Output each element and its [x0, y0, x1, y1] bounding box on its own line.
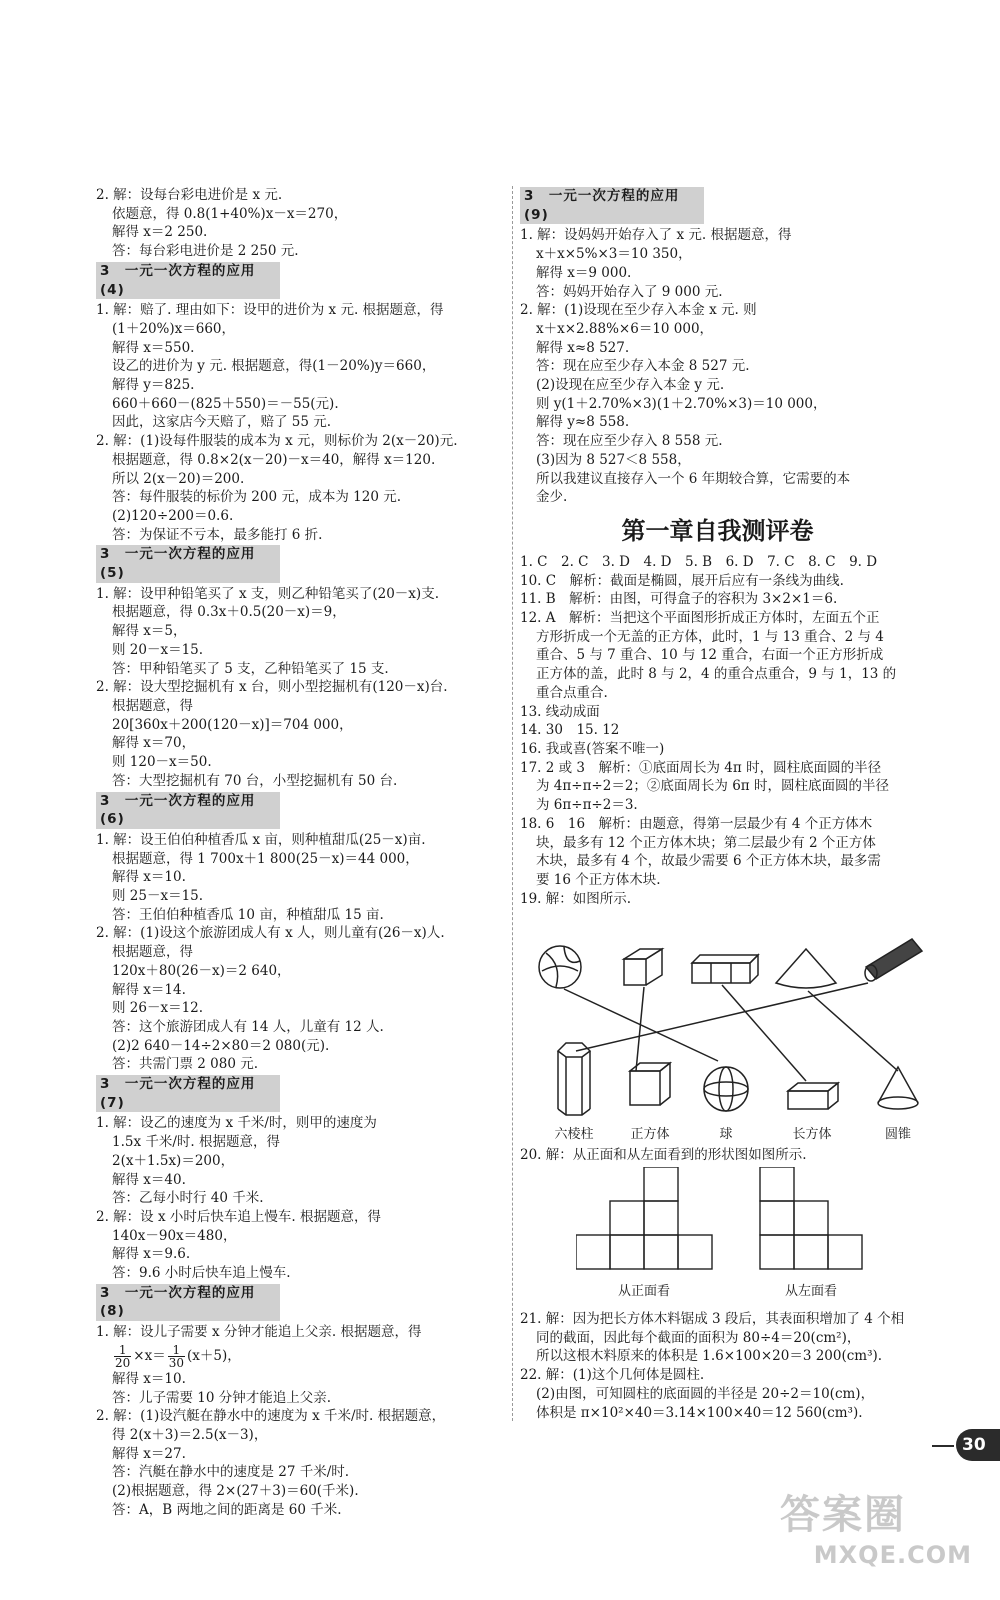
answer-line: 2. 解：设大型挖掘机有 x 台，则小型挖掘机有(120－x)台.: [96, 679, 448, 696]
answer-line: 1. 解：设乙的速度为 x 千米/时，则甲的速度为: [96, 1115, 377, 1132]
answer-line: 1. 解：设儿子需要 x 分钟才能追上父亲. 根据题意，得: [96, 1324, 422, 1341]
solids-matching-figure: [536, 931, 926, 1146]
label-left-view: 从左面看: [784, 1283, 838, 1298]
answer-line: 答：妈妈开始存入了 9 000 元.: [536, 283, 723, 300]
answer-line: 木块，最多有 4 个，故最少需要 6 个正方体木块，最多需: [536, 853, 881, 870]
answer-line: 为 6π÷π÷2＝3.: [536, 797, 638, 814]
answer-line: 22. 解：(1)这个几何体是圆柱.: [520, 1367, 705, 1384]
answer-line: 答：乙每小时行 40 千米.: [112, 1190, 264, 1207]
answer-line: 为 4π÷π÷2＝2；②底面周长为 6π 时，圆柱底面圆的半径: [536, 778, 889, 795]
answer-line: 1. 解：设甲种铅笔买了 x 支，则乙种铅笔买了(20－x)支.: [96, 585, 439, 602]
answers-21-22: [520, 1310, 915, 1422]
answer-line: 方形折成一个无盖的正方体，此时，1 与 13 重合、2 与 4: [536, 628, 884, 645]
answer-line: 答：为保证不亏本，最多能打 6 折.: [112, 526, 323, 543]
answer-line: 答：汽艇在静水中的速度是 27 千米/时.: [112, 1464, 350, 1481]
answer-line: 重合、5 与 7 重合、10 与 12 重合，右面一个正方形折成: [536, 647, 884, 664]
answer-line: 答：9.6 小时后快车追上慢车.: [112, 1265, 291, 1282]
answer-line: 21. 解：因为把长方体木料锯成 3 段后，其表面积增加了 4 个相: [520, 1311, 905, 1327]
answer-line: 答：甲种铅笔买了 5 支，乙种铅笔买了 15 支.: [112, 660, 389, 677]
answer-line: 同的截面，因此每个截面的面积为 80÷4＝20(cm²)，: [536, 1329, 861, 1346]
answer-line: 答：儿子需要 10 分钟才能追上父亲.: [112, 1389, 332, 1406]
label-cone: 圆锥: [884, 1126, 912, 1141]
answer-line: 根据题意，得 0.3x＋0.5(20－x)＝9，: [112, 604, 346, 621]
answer-line: 正方体的盖，此时 8 与 2，4 的重合点重合，9 与 1，13 的: [536, 666, 897, 683]
page-number-dash: [932, 1445, 954, 1447]
equation-mid: ×x＝: [133, 1347, 166, 1364]
denominator: 20: [115, 1355, 131, 1370]
answer-line: 重合点重合.: [536, 684, 608, 701]
answer-line: 140x－90x＝480，: [112, 1227, 237, 1244]
answer-line: 解得 x＝14.: [112, 981, 186, 998]
answer-line: 答：每台彩电进价是 2 250 元.: [112, 243, 299, 260]
answer-line: 2. 解：(1)设汽艇在静水中的速度为 x 千米/时. 根据题意，: [96, 1408, 446, 1425]
answer-line: (2)根据题意，得 2×(27＋3)＝60(千米).: [112, 1483, 359, 1500]
label-sphere: 球: [719, 1126, 733, 1141]
watermark-url: MXQE.COM: [813, 1541, 972, 1569]
answer-line: 20. 解：从正面和从左面看到的形状图如图所示.: [520, 1147, 807, 1163]
answer-line: 1. 解：赔了. 理由如下：设甲的进价为 x 元. 根据题意，得: [96, 302, 444, 319]
fraction-equation: [96, 1342, 506, 1370]
section-header: 3 一元一次方程的应用(7): [96, 1075, 280, 1112]
answer-line: 2(x＋1.5x)＝200，: [112, 1152, 235, 1169]
answer-line: 则 26－x＝12.: [112, 1000, 204, 1017]
answer-line: 17. 2 或 3 解析：①底面周长为 4π 时，圆柱底面圆的半径: [520, 759, 882, 776]
right-column: [520, 186, 915, 908]
column-divider: [512, 186, 513, 1421]
answer-line: 1. C 2. C 3. D 4. D 5. B 6. D 7. C 8. C 9. D: [520, 553, 878, 570]
answer-line: x＋x×2.88%×6＝10 000，: [536, 320, 714, 337]
chapter-title: 第一章自我测评卷: [621, 516, 814, 545]
section-header: 3 一元一次方程的应用(4): [96, 262, 280, 299]
answer-line: 所以这根木料原来的体积是 1.6×100×20＝3 200(cm³).: [536, 1348, 883, 1365]
answer-line: (2)120÷200＝0.6.: [112, 507, 234, 524]
answer-line: (2)由图，可知圆柱的底面圆的半径是 20÷2＝10(cm)，: [536, 1385, 875, 1402]
answer-line: 2. 解：设每台彩电进价是 x 元.: [96, 187, 283, 203]
answer-line: 答：现在应至少存入 8 558 元.: [536, 433, 723, 450]
answer-line: 解得 x＝9 000.: [536, 264, 632, 281]
answer-line: 2. 解：(1)设这个旅游团成人有 x 人，则儿童有(26－x)人.: [96, 925, 445, 942]
answer-line: 解得 x＝9.6.: [112, 1246, 191, 1263]
answer-line: 解得 x＝2 250.: [112, 224, 208, 241]
left-column: [96, 186, 506, 1520]
answer-line: (2)2 640－14÷2×80＝2 080(元).: [112, 1037, 330, 1054]
answer-line: 13. 线动成面: [520, 703, 600, 720]
answer-line: (3)因为 8 527＜8 558，: [536, 451, 691, 468]
page-number: 30: [956, 1429, 1000, 1461]
answer-line: 得 2(x＋3)＝2.5(x－3)，: [112, 1427, 268, 1443]
answer-line: 金少.: [536, 489, 568, 506]
answer-line: 11. B 解析：由图，可得盒子的容积为 3×2×1＝6.: [520, 591, 838, 608]
equation-tail: (x＋5)，: [187, 1347, 241, 1364]
answer-line: 660＋660－(825＋550)＝－55(元).: [112, 395, 339, 412]
answer-line: 依题意，得 0.8(1+40%)x－x＝270，: [112, 205, 348, 222]
answer-line: 解得 x＝40.: [112, 1171, 186, 1188]
answer-line: 则 20－x＝15.: [112, 641, 204, 658]
answer-line: (2)设现在应至少存入本金 y 元.: [536, 377, 725, 394]
watermark-logo: [780, 1490, 980, 1590]
answer-line: 则 25－x＝15.: [112, 888, 204, 905]
views-figure: [576, 1167, 876, 1307]
answer-line: 2. 解：(1)设现在至少存入本金 x 元. 则: [520, 302, 757, 319]
answer-line: 解得 x＝5，: [112, 623, 187, 640]
answer-line: 块，最多有 12 个正方体木块；第二层最少有 2 个正方体: [536, 834, 876, 851]
answer-line: 答：大型挖掘机有 70 台，小型挖掘机有 50 台.: [112, 772, 398, 789]
label-cuboid: 长方体: [792, 1126, 832, 1141]
answer-line: 根据题意，得 0.8×2(x－20)－x＝40，解得 x＝120.: [112, 451, 436, 468]
answer-line: 1. 解：设妈妈开始存入了 x 元. 根据题意，得: [520, 227, 792, 244]
answer-line: 1.5x 千米/时. 根据题意，得: [112, 1134, 281, 1151]
answer-line: 解得 y≈8 558.: [536, 414, 630, 431]
label-hexagonal-prism: 六棱柱: [554, 1126, 594, 1141]
answer-line: 则 y(1＋2.70%×3)(1＋2.70%×3)＝10 000，: [536, 395, 827, 412]
label-front-view: 从正面看: [617, 1283, 671, 1298]
section-header: 3 一元一次方程的应用(6): [96, 792, 280, 829]
answer-line: 解得 x＝550.: [112, 339, 195, 356]
answer-line: 解得 x≈8 527.: [536, 339, 630, 356]
answer-line: 设乙的进价为 y 元. 根据题意，得(1－20%)y＝660，: [112, 358, 436, 375]
answer-line: (1＋20%)x＝660，: [112, 320, 236, 337]
watermark-title: 答案圈: [780, 1492, 906, 1538]
answer-line: 16. 我或喜(答案不唯一): [520, 740, 665, 757]
section-header: 3 一元一次方程的应用(8): [96, 1284, 280, 1321]
answer-line: 解得 x＝10.: [112, 869, 186, 886]
answer-line: 答：现在应至少存入本金 8 527 元.: [536, 358, 750, 375]
answer-line: 根据题意，得: [112, 944, 193, 961]
answer-line: 120x＋80(26－x)＝2 640，: [112, 962, 291, 979]
answer-line: x＋x×5%×3＝10 350，: [536, 246, 692, 263]
answer-line: 14. 30 15. 12: [520, 722, 620, 739]
numerator: 1: [114, 1344, 131, 1357]
answer-line: 解得 y＝825.: [112, 377, 195, 394]
answer-line: 体积是 π×10²×40＝3.14×100×40＝12 560(cm³).: [536, 1404, 863, 1421]
answer-line: 根据题意，得 1 700x＋1 800(25－x)＝44 000，: [112, 850, 419, 867]
answer-line: 2. 解：(1)设每件服装的成本为 x 元，则标价为 2(x－20)元.: [96, 433, 458, 450]
fraction: [114, 1344, 131, 1369]
answer-line: 答：共需门票 2 080 元.: [112, 1056, 259, 1073]
answer-line: 答：这个旅游团成人有 14 人，儿童有 12 人.: [112, 1018, 384, 1035]
answer-line: 解得 x＝10.: [112, 1370, 186, 1387]
fraction: [168, 1344, 185, 1369]
section-header: 3 一元一次方程的应用(9): [520, 187, 704, 224]
label-cube: 正方体: [630, 1126, 670, 1141]
answer-line: 解得 x＝70，: [112, 735, 196, 752]
answer-line: 2. 解：设 x 小时后快车追上慢车. 根据题意，得: [96, 1208, 381, 1225]
answer-line: 答：王伯伯种植香瓜 10 亩，种植甜瓜 15 亩.: [112, 906, 384, 923]
numerator: 1: [168, 1344, 185, 1357]
answer-line: 所以我建议直接存入一个 6 年期较合算，它需要的本: [536, 470, 851, 487]
answer-line: 20[360x＋200(120－x)]＝704 000，: [112, 716, 353, 733]
answer-line: 则 120－x＝50.: [112, 754, 212, 771]
section-header: 3 一元一次方程的应用(5): [96, 545, 280, 582]
answer-line: 要 16 个正方体木块.: [536, 871, 661, 888]
answer-line: 所以 2(x－20)＝200.: [112, 470, 245, 487]
answer-line: 1. 解：设王伯伯种植香瓜 x 亩，则种植甜瓜(25－x)亩.: [96, 831, 426, 848]
answer-line: 12. A 解析：当把这个平面图形折成正方体时，左面五个正: [520, 610, 880, 627]
denominator: 30: [168, 1355, 184, 1370]
answer-line: 18. 6 16 解析：由题意，得第一层最少有 4 个正方体木: [520, 815, 873, 832]
answer-line: 根据题意，得: [112, 697, 193, 714]
answer-line: 解得 x＝27.: [112, 1445, 186, 1462]
answer-line: 19. 解：如图所示.: [520, 890, 632, 907]
answer-line: 答：每件服装的标价为 200 元，成本为 120 元.: [112, 489, 401, 506]
answer-line: 因此，这家店今天赔了，赔了 55 元.: [112, 414, 332, 431]
answer-line: 10. C 解析：截面是椭圆，展开后应有一条线为曲线.: [520, 572, 844, 589]
answer-line: 答：A，B 两地之间的距离是 60 千米.: [112, 1501, 342, 1518]
